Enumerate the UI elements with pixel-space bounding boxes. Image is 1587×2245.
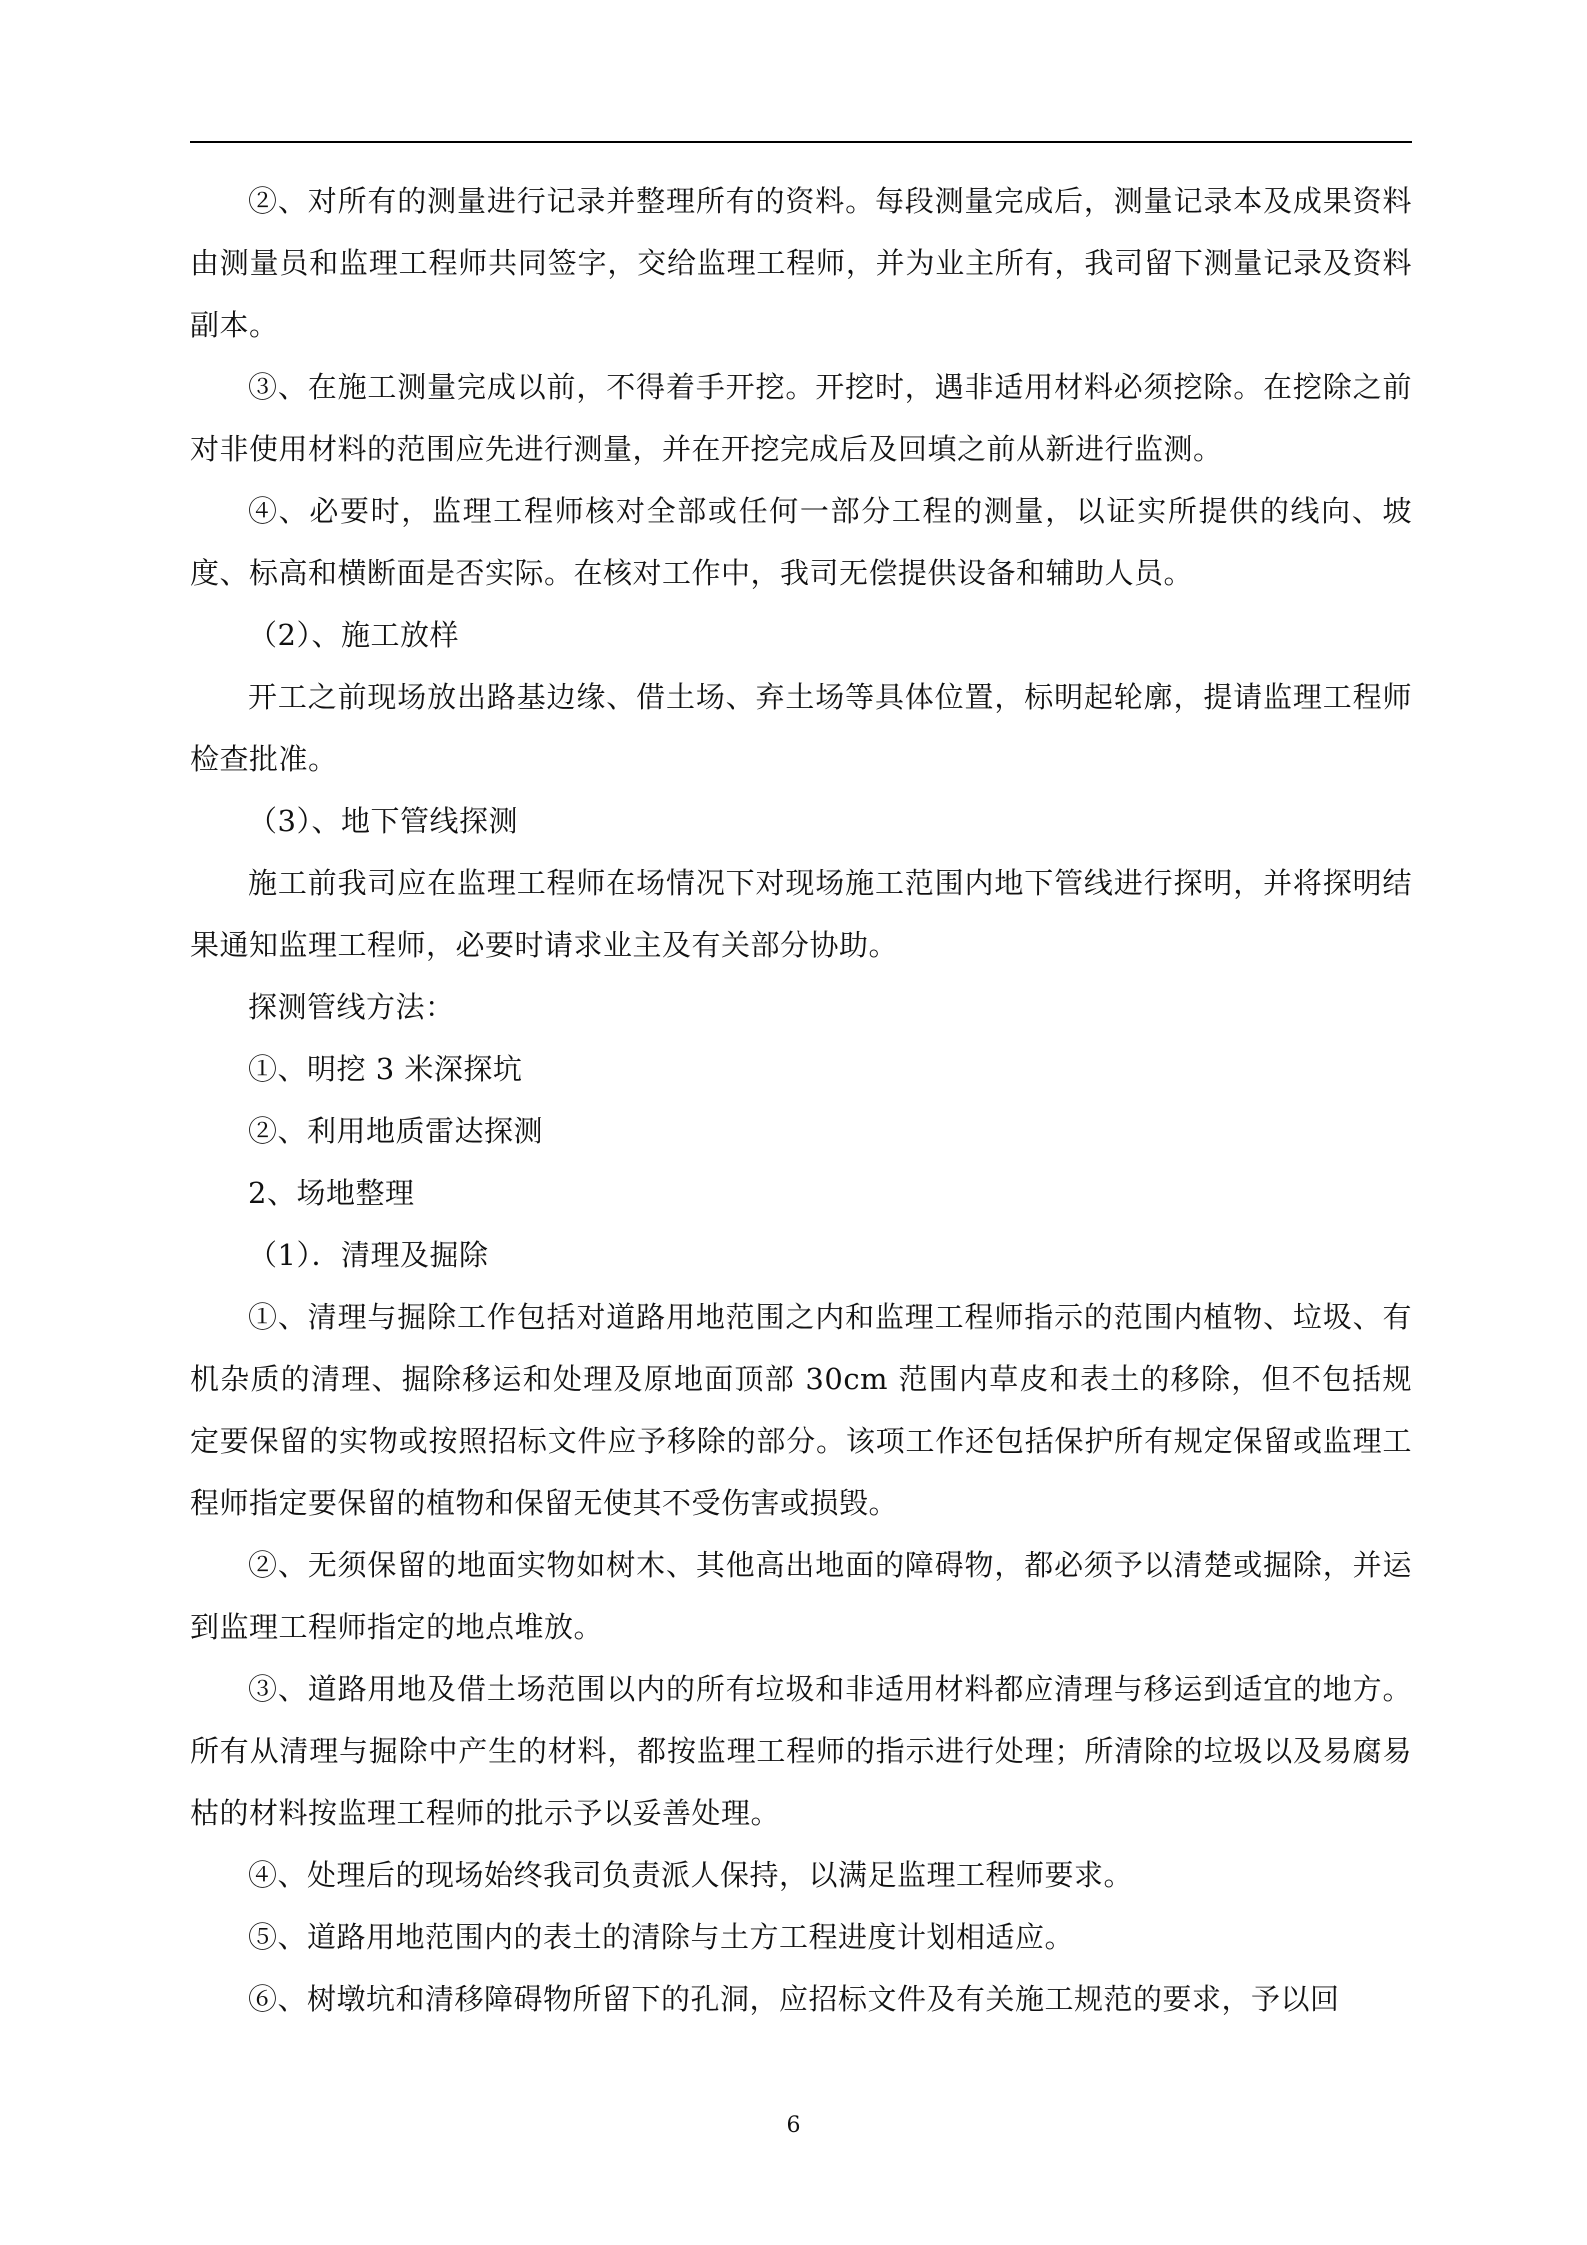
section-heading-pipeline-detection: （3）、地下管线探测: [248, 804, 518, 838]
paragraph-clearing-scope: ①、清理与掘除工作包括对道路用地范围之内和监理工程师指示的范围内植物、垃圾、有机杂质的清理、掘除移运和处理及原地面顶部 30cm 范围内草皮和表土的移除，但不包括规定要保留的实物或按照招标文件应予移除的部分。该项工作还包括保护所有规定保留或监理工程师指定要保留的植物和保留无使其不受伤害或损毁。: [190, 1300, 1412, 1520]
paragraph-measurement-records: ②、对所有的测量进行记录并整理所有的资料。每段测量完成后，测量记录本及成果资料由测量员和监理工程师共同签字，交给监理工程师，并为业主所有，我司留下测量记录及资料副本。: [190, 184, 1412, 342]
list-item-open-pit: ①、明挖 3 米深探坑: [248, 1052, 523, 1086]
paragraph-supervisor-check: ④、必要时，监理工程师核对全部或任何一部分工程的测量，以证实所提供的线向、坡度、标高和横断面是否实际。在核对工作中，我司无偿提供设备和辅助人员。: [190, 494, 1412, 590]
paragraph-stump-holes: ⑥、树墩坑和清移障碍物所留下的孔洞，应招标文件及有关施工规范的要求，予以回: [248, 1982, 1340, 2016]
page-number: 6: [786, 2113, 801, 2138]
list-item-radar: ②、利用地质雷达探测: [248, 1114, 544, 1148]
paragraph-detection-methods-label: 探测管线方法：: [248, 990, 455, 1024]
paragraph-waste-handling: ③、道路用地及借土场范围以内的所有垃圾和非适用材料都应清理与移运到适宜的地方。所有从清理与掘除中产生的材料，都按监理工程师的指示进行处理；所清除的垃圾以及易腐易枯的材料按监理工程师的批示予以妥善处理。: [190, 1672, 1412, 1830]
document-body: [190, 170, 1412, 2030]
section-heading-layout: （2）、施工放样: [248, 618, 459, 652]
section-heading-clearing-grubbing: （1）．清理及掘除: [248, 1238, 489, 1272]
paragraph-obstacle-removal: ②、无须保留的地面实物如树木、其他高出地面的障碍物，都必须予以清楚或掘除，并运到监理工程师指定的地点堆放。: [190, 1548, 1412, 1644]
paragraph-site-maintenance: ④、处理后的现场始终我司负责派人保持，以满足监理工程师要求。: [248, 1858, 1134, 1892]
paragraph-topsoil-removal: ⑤、道路用地范围内的表土的清除与土方工程进度计划相适应。: [248, 1920, 1075, 1954]
section-heading-site-clearing: 2、场地整理: [248, 1176, 415, 1210]
paragraph-layout: 开工之前现场放出路基边缘、借土场、弃土场等具体位置，标明起轮廓，提请监理工程师检查批准。: [190, 680, 1412, 776]
paragraph-excavation-survey: ③、在施工测量完成以前，不得着手开挖。开挖时，遇非适用材料必须挖除。在挖除之前对非使用材料的范围应先进行测量，并在开挖完成后及回填之前从新进行监测。: [190, 370, 1412, 466]
header-rule: [190, 141, 1412, 143]
paragraph-pipeline-detection: 施工前我司应在监理工程师在场情况下对现场施工范围内地下管线进行探明，并将探明结果通知监理工程师，必要时请求业主及有关部分协助。: [190, 866, 1412, 962]
